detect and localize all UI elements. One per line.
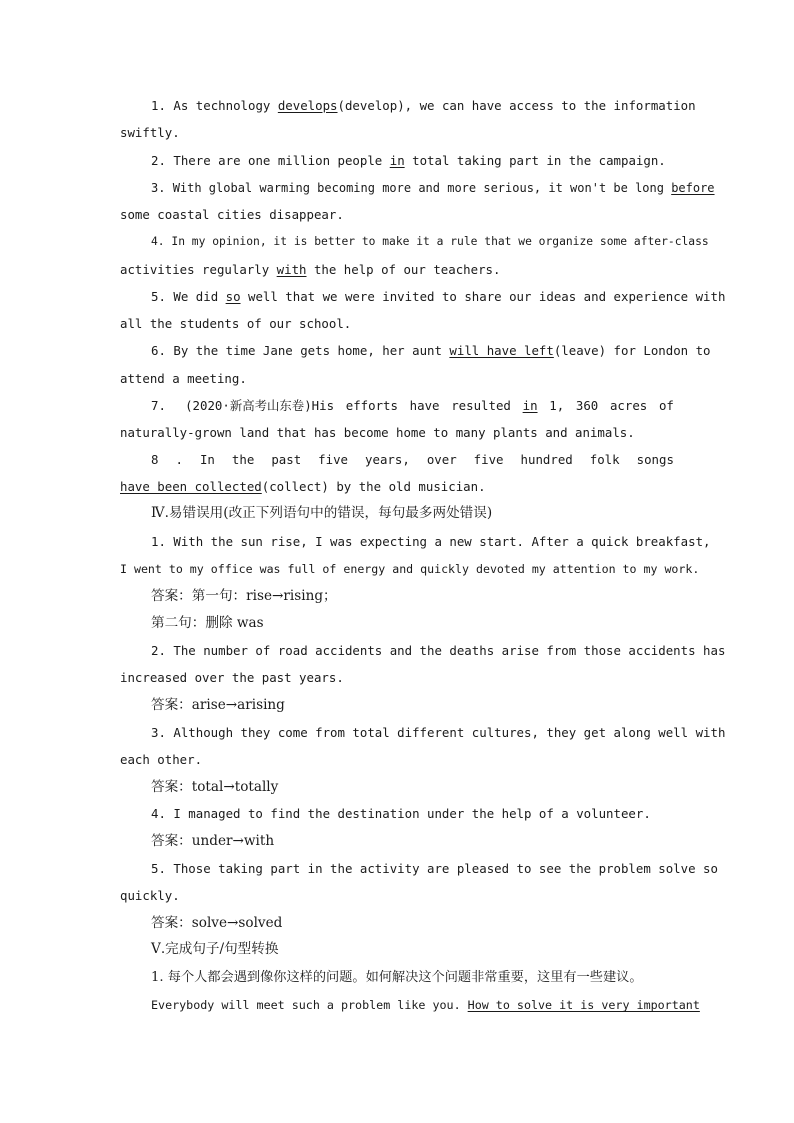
exercise-4-line-2 [120,262,500,278]
error-q5-line-2: quickly. [120,888,180,903]
section-5-heading: Ⅴ.完成句子/句型转换 [151,941,279,957]
exercise-6-line-1 [151,343,711,359]
answer-blank: will have left [449,343,554,358]
sentence-text: the help of our teachers. [306,262,501,277]
sentence-text: As technology [173,98,278,113]
sentence-word: . [175,452,183,467]
exercise-number: 5. [151,289,174,304]
sentence-word: past [271,452,302,467]
sentence-word: 360 [575,398,599,413]
sentence-word: songs [636,452,674,467]
error-q5-answer: 答案：solve→solved [151,915,283,931]
sentence-word: five [473,452,504,467]
sentence-word: have [409,398,440,413]
error-q1-answer-1: 答案：第一句：rise→rising； [151,588,337,604]
exercise-3-line-2: some coastal cities disappear. [120,207,344,222]
sentence-text: well that we were invited to share our ideas and experience with [240,289,726,304]
sentence-text: (develop), we can have access to the information [337,98,696,113]
completion-q1-chinese: 1. 每个人都会遇到像你这样的问题。如何解决这个问题非常重要，这里有一些建议。 [151,970,643,985]
answer-blank: before [671,181,715,195]
exercise-number: 8 [151,452,159,467]
sentence-word: In [199,452,215,467]
sentence-word: of [658,398,674,413]
sentence-word: efforts [345,398,398,413]
error-q1-line-1: 1. With the sun rise, I was expecting a new start. After a quick breakfast, [151,534,711,549]
sentence-text: We did [173,289,226,304]
exercise-7-line-1 [151,398,674,414]
exercise-8-line-1 [151,452,674,468]
sentence-text: In my opinion, it is better to make it a rule that we organize some after-class [171,235,709,248]
exercise-2-line-1 [151,153,666,169]
exercise-8-line-2 [120,479,486,495]
answer-blank: have been collected [120,479,262,494]
exercise-1-line-1 [151,98,696,114]
exercise-5-line-2: all the students of our school. [120,316,352,331]
sentence-word: 1, [549,398,565,413]
sentence-text: (leave) for London to [553,343,711,358]
sentence-text: There are one million people [173,153,390,168]
error-q3-answer: 答案：total→totally [151,779,279,795]
answer-blank: in [389,153,405,168]
sentence-word: years, [365,452,410,467]
sentence-text: By the time Jane gets home, her aunt [173,343,450,358]
error-q4-line-1: 4. I managed to find the destination under the help of a volunteer. [151,806,651,821]
exercise-3-line-1 [151,180,715,196]
answer-blank: with [276,262,307,277]
answer-blank: in [522,398,538,413]
sentence-word: folk [589,452,620,467]
answer-blank: How to solve it is very important [467,998,700,1012]
error-q3-line-1: 3. Although they come from total different cultures, they get along well with [151,725,726,740]
exercise-6-line-2: attend a meeting. [120,371,247,386]
sentence-word: acres [609,398,648,413]
section-4-heading: Ⅳ.易错误用(改正下列语句中的错误，每句最多两处错误) [151,505,493,521]
sentence-word: resulted [451,398,511,413]
sentence-word: the [231,452,255,467]
sentence-text: total taking part in the campaign. [404,153,666,168]
error-q2-line-1: 2. The number of road accidents and the deaths arise from those accidents has [151,643,726,658]
error-q1-answer-2: 第二句：删除 was [151,615,264,631]
sentence-text: With global warming becoming more and more serious, it won't be long [172,181,672,195]
error-q1-line-2: I went to my office was full of energy and quickly devoted my attention to my work. [120,562,700,576]
completion-q1-english [151,997,700,1013]
exercise-4-line-1 [151,234,709,250]
sentence-text: Everybody will meet such a problem like you. [151,998,468,1012]
error-q3-line-2: each other. [120,752,203,767]
answer-blank: so [225,289,241,304]
sentence-word: (2020·新高考山东卷)His [185,398,335,413]
answer-blank: develops [277,98,338,113]
error-q2-answer: 答案：arise→arising [151,697,285,713]
exercise-5-line-1 [151,289,725,305]
exercise-number: 2. [151,153,174,168]
error-q4-answer: 答案：under→with [151,833,275,849]
exercise-1-line-2: swiftly. [120,125,180,140]
exercise-number: 4. [151,235,172,248]
exercise-number: 1. [151,98,174,113]
exercise-7-line-2: naturally-grown land that has become home to many plants and animals. [120,425,635,440]
sentence-word: over [426,452,457,467]
exercise-number: 7. [151,398,174,413]
exercise-number: 6. [151,343,174,358]
exercise-number: 3. [151,181,173,195]
sentence-text: (collect) by the old musician. [261,479,486,494]
error-q2-line-2: increased over the past years. [120,670,344,685]
sentence-word: five [318,452,349,467]
sentence-text: activities regularly [120,262,277,277]
sentence-word: hundred [520,452,573,467]
error-q5-line-1: 5. Those taking part in the activity are pleased to see the problem solve so [151,861,718,876]
